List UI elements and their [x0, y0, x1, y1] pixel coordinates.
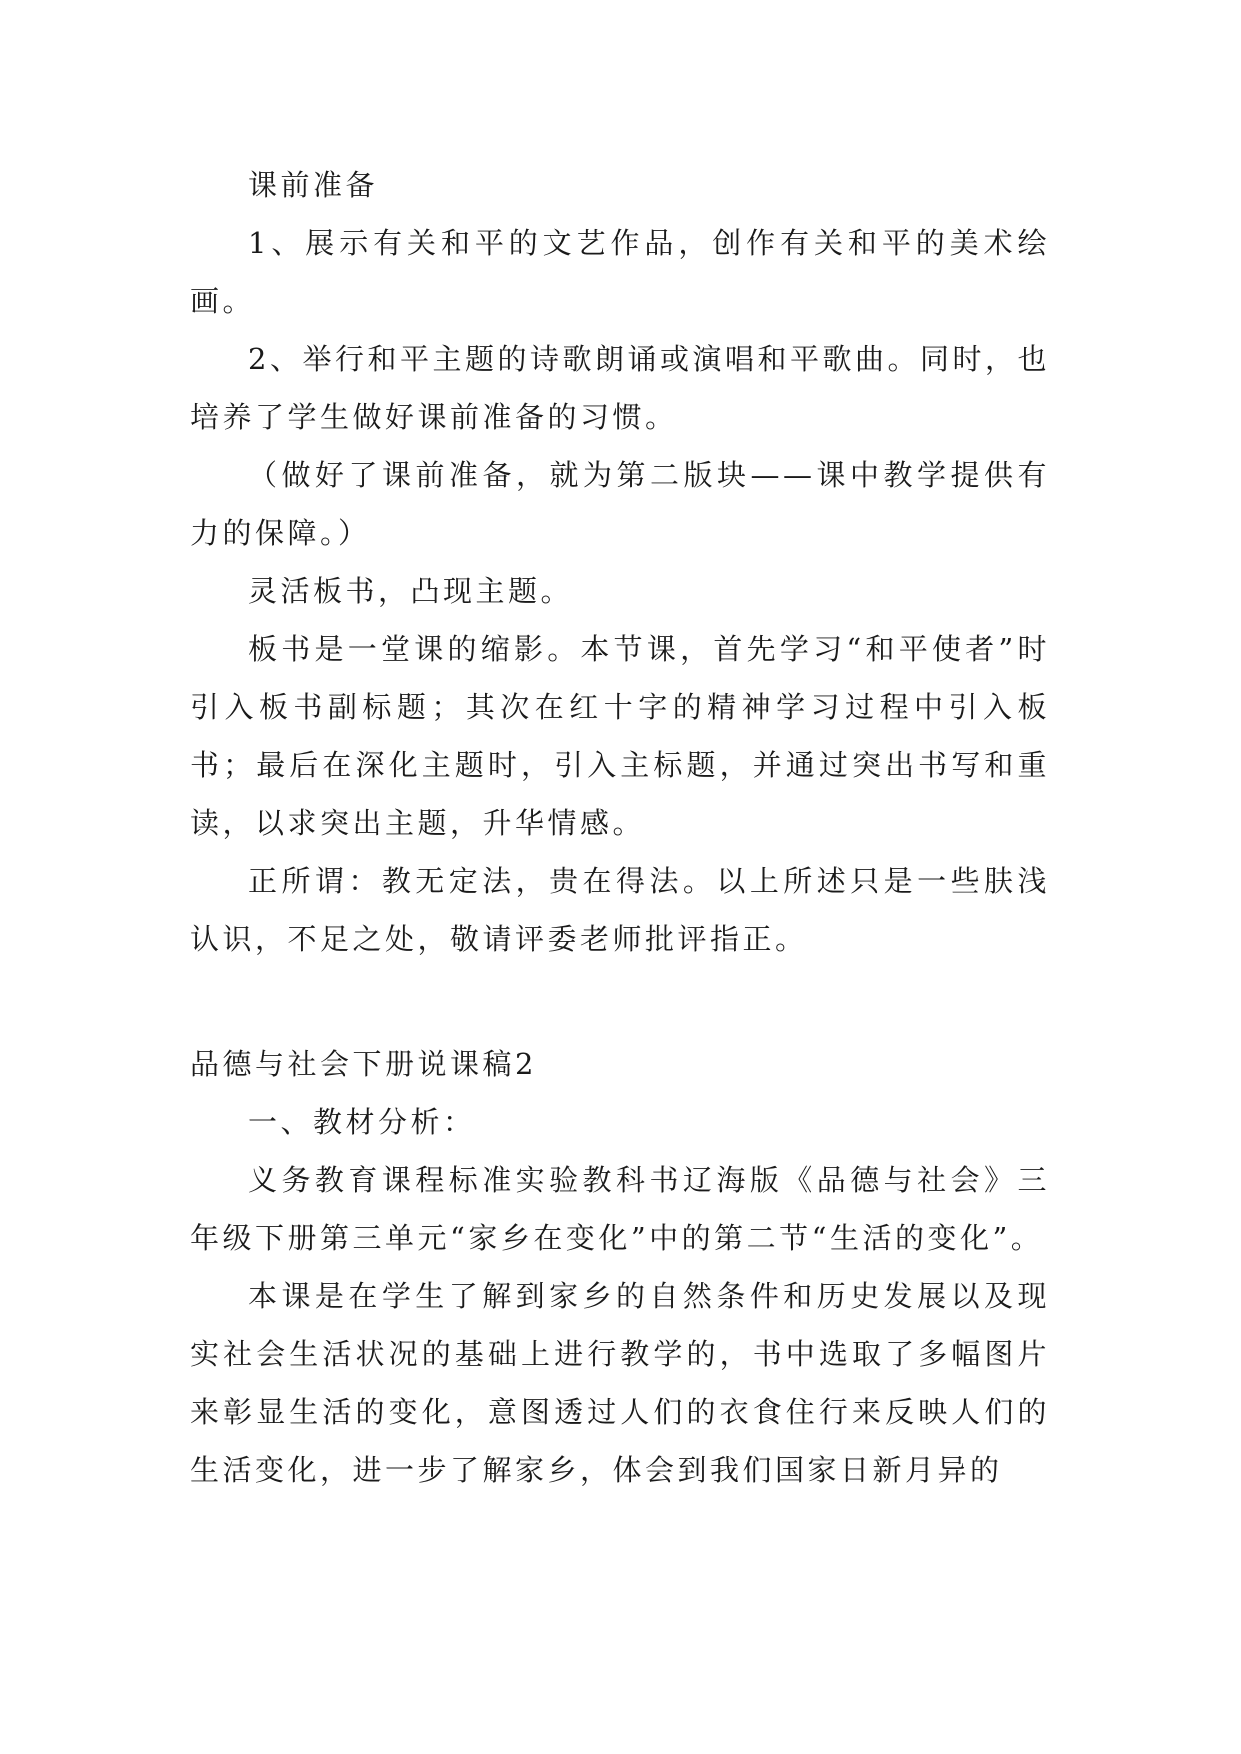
paragraph-analysis-heading: 一、教材分析：	[248, 1105, 476, 1139]
paragraph-board-body: 板书是一堂课的缩影。本节课，首先学习“和平使者”时引入板书副标题；其次在红十字的精神学习过程中引入板书；最后在深化主题时，引入主标题，并通过突出书写和重读，以求突出主题，升华情感。	[190, 632, 1050, 840]
section-2	[190, 1035, 1050, 1499]
paragraph-lesson-body: 本课是在学生了解到家乡的自然条件和历史发展以及现实社会生活状况的基础上进行教学的，书中选取了多幅图片来彰显生活的变化，意图透过人们的衣食住行来反映人们的生活变化，进一步了解家乡，体会到我们国家日新月异的	[190, 1279, 1050, 1487]
paragraph-item-1: 1、展示有关和平的文艺作品，创作有关和平的美术绘画。	[190, 226, 1050, 318]
paragraph-prep-heading: 课前准备	[248, 168, 379, 202]
paragraph-item-2: 2、举行和平主题的诗歌朗诵或演唱和平歌曲。同时，也培养了学生做好课前准备的习惯。	[190, 342, 1050, 434]
paragraph-board-heading: 灵活板书，凸现主题。	[248, 574, 574, 608]
document-title: 品德与社会下册说课稿2	[190, 1047, 537, 1081]
paragraph-textbook: 义务教育课程标准实验教科书辽海版《品德与社会》三年级下册第三单元“家乡在变化”中的第二节“生活的变化”。	[190, 1163, 1050, 1255]
paragraph-conclusion: 正所谓：教无定法，贵在得法。以上所述只是一些肤浅认识，不足之处，敬请评委老师批评指正。	[190, 864, 1050, 956]
section-1	[190, 156, 1050, 968]
paragraph-note: （做好了课前准备，就为第二版块——课中教学提供有力的保障。）	[190, 458, 1050, 550]
